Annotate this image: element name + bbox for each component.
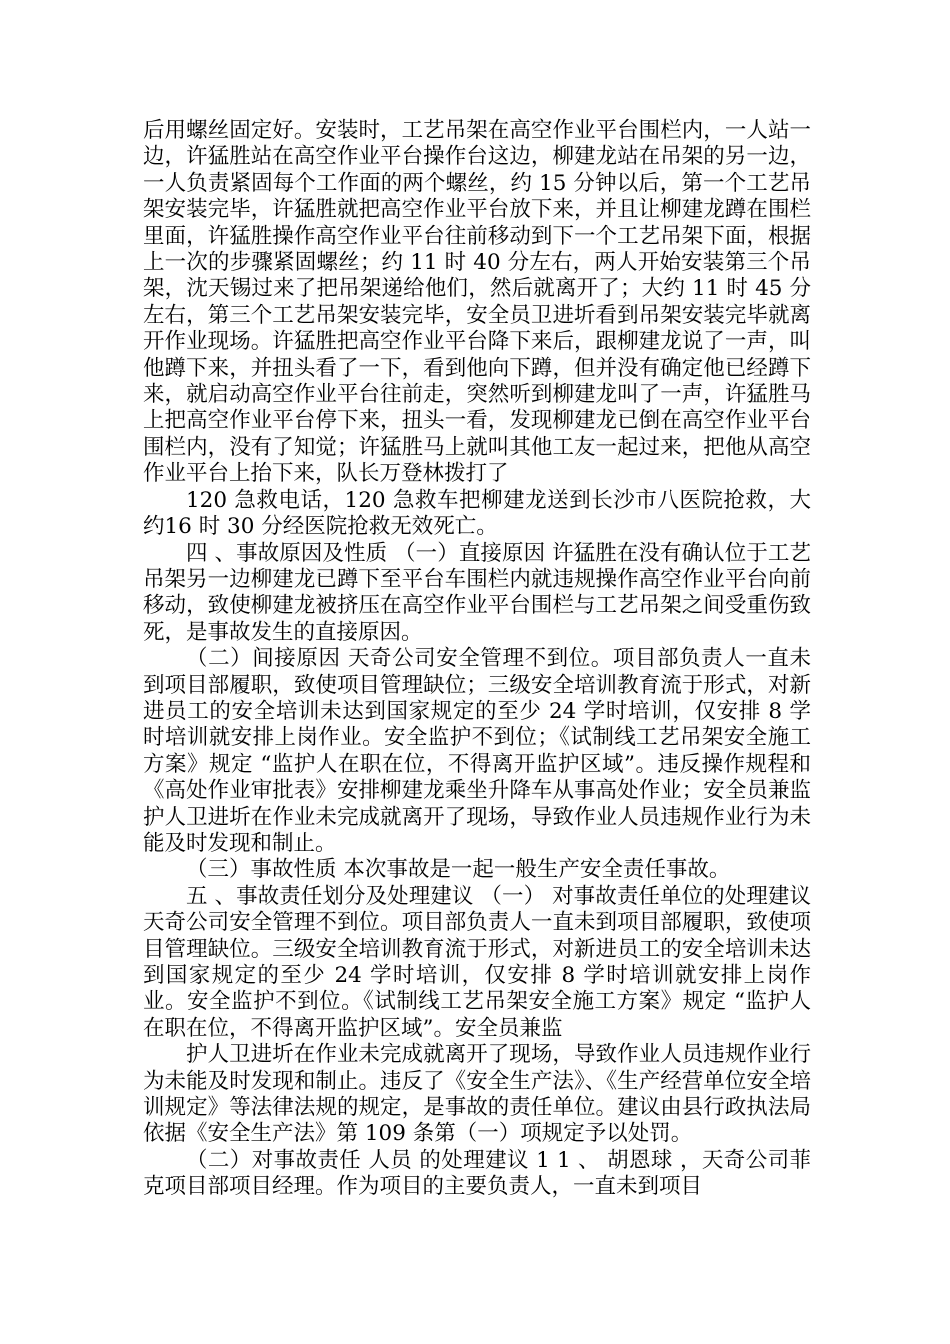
paragraph-responsibility-unit-continued: 护人卫进圻在作业未完成就离开了现场，导致作业人员违规作业行为未能及时发现和制止。违反了《安全生产法》、《生产经营单位安全培训规定》等法律法规的规定，是事故的责任单位。建议由县行政执法局依据《安全生产法》第 109 条第（一）项规定予以处罚。 xyxy=(143,1042,811,1147)
paragraph-responsibility-unit: 五 、事故责任划分及处理建议 （一） 对事故责任单位的处理建议 天奇公司安全管理不到位。项目部负责人一直未到项目部履职，致使项目管理缺位。三级安全培训教育流于形式，对新进员工的安全培训未达到国家规定的至少 24 学时培训，仅安排 8 学时培训就安排上岗作业。安全监护不到位。《试制线工艺吊架安全施工方案》规定 “监护人在职在位，不得离开监护区域”。安全员兼监 xyxy=(143,883,811,1041)
paragraph-accident-nature: （三）事故性质 本次事故是一起一般生产安全责任事故。 xyxy=(186,857,731,883)
paragraph-direct-cause: 四 、事故原因及性质 （一）直接原因 许猛胜在没有确认位于工艺吊架另一边柳建龙已蹲下至平台车围栏内就违规操作高空作业平台向前移动，致使柳建龙被挤压在高空作业平台围栏与工艺吊架之间受重伤致死，是事故发生的直接原因。 xyxy=(143,540,811,645)
paragraph-emergency-call: 120 急救电话，120 急救车把柳建龙送到长沙市八医院抢救，大约16 时 30 分经医院抢救无效死亡。 xyxy=(143,487,811,540)
paragraph-responsible-persons: （二）对事故责任 人员 的处理建议 1 1 、 胡恩球 ，天奇公司菲克项目部项目经理。作为项目的主要负责人，一直未到项目 xyxy=(143,1147,811,1200)
document-body xyxy=(143,118,811,1201)
paragraph-indirect-cause: （二）间接原因 天奇公司安全管理不到位。项目部负责人一直未到项目部履职，致使项目管理缺位；三级安全培训教育流于形式，对新进员工的安全培训未达到国家规定的至少 24 学时培训，仅安排 8 学时培训就安排上岗作业。安全监护不到位；《试制线工艺吊架安全施工方案》规定 “监护人在职在位，不得离开监护区域”。违反操作规程和《高处作业审批表》安排柳建龙乘坐升降车从事高处作业；安全员兼监护人卫进圻在作业未完成就离开了现场，导致作业人员违规作业行为未能及时发现和制止。 xyxy=(143,646,811,856)
paragraph-accident-process: 后用螺丝固定好。安装时，工艺吊架在高空作业平台围栏内，一人站一边，许猛胜站在高空作业平台操作台这边，柳建龙站在吊架的另一边，一人负责紧固每个工作面的两个螺丝，约 15 分钟以后，第一个工艺吊架安装完毕，许猛胜就把高空作业平台放下来，并且让柳建龙蹲在围栏里面，许猛胜操作高空作业平台往前移动到下一个工艺吊架下面，根据上一次的步骤紧固螺丝；约 11 时 40 分左右，两人开始安装第三个吊架，沈天锡过来了把吊架递给他们，然后就离开了；大约 11 时 45 分左右，第三个工艺吊架安装完毕，安全员卫进圻看到吊架安装完毕就离开作业现场。许猛胜把高空作业平台降下来后，跟柳建龙说了一声，叫他蹲下来，并扭头看了一下，看到他向下蹲，但并没有确定他已经蹲下来，就启动高空作业平台往前走，突然听到柳建龙叫了一声，许猛胜马上把高空作业平台停下来，扭头一看，发现柳建龙已倒在高空作业平台围栏内，没有了知觉；许猛胜马上就叫其他工友一起过来，把他从高空作业平台上抬下来，队长万登林拨打了 xyxy=(143,118,811,487)
